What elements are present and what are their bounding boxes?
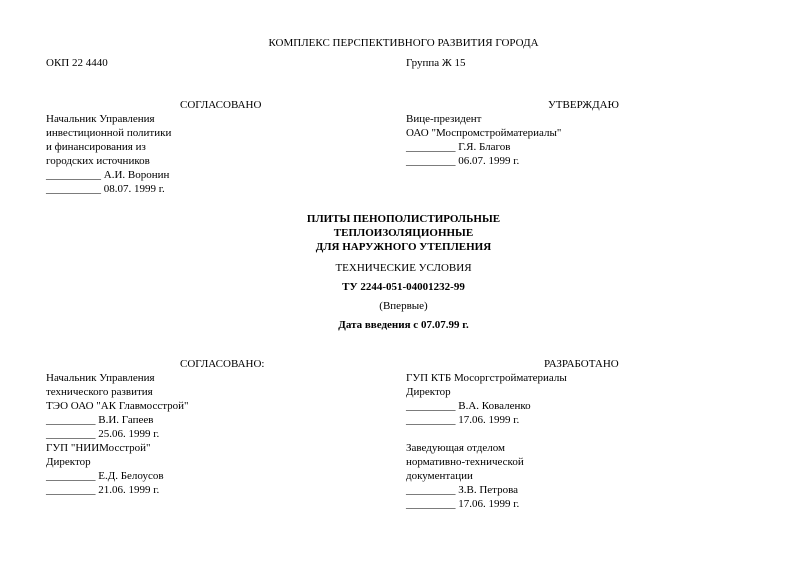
approval-line: ТЭО ОАО "АК Главмосстрой" bbox=[46, 400, 189, 412]
okp-code: ОКП 22 4440 bbox=[46, 57, 108, 69]
approval-bottom-left-block bbox=[46, 371, 189, 497]
approval-bottom-left-heading: СОГЛАСОВАНО: bbox=[180, 358, 265, 370]
first-issue-note: (Впервые) bbox=[379, 300, 428, 312]
approval-top-right-heading: УТВЕРЖДАЮ bbox=[548, 99, 619, 111]
signature-line: _________ Г.Я. Благов bbox=[406, 141, 511, 153]
blank-line bbox=[406, 427, 567, 441]
approval-line: Начальник Управления bbox=[46, 113, 155, 125]
effective-date: Дата введения с 07.07.99 г. bbox=[338, 319, 469, 331]
approval-line: ГУП "НИИМосстрой" bbox=[46, 442, 151, 454]
approval-line: Директор bbox=[46, 456, 91, 468]
document-title-block bbox=[0, 212, 807, 254]
document-title-line: ПЛИТЫ ПЕНОПОЛИСТИРОЛЬНЫЕ bbox=[306, 213, 501, 225]
approval-top-left-heading: СОГЛАСОВАНО bbox=[180, 99, 262, 111]
approval-line: инвестиционной политики bbox=[46, 127, 172, 139]
date-line: _________ 25.06. 1999 г. bbox=[46, 428, 160, 440]
approval-line: городских источников bbox=[46, 155, 150, 167]
approval-line: Начальник Управления bbox=[46, 372, 155, 384]
approval-line: и финансирования из bbox=[46, 141, 146, 153]
signature-line: _________ З.В. Петрова bbox=[406, 484, 519, 496]
date-line: _________ 06.07. 1999 г. bbox=[406, 155, 520, 167]
signature-line: _________ Е.Д. Белоусов bbox=[46, 470, 164, 482]
developed-block bbox=[406, 371, 567, 511]
document-title-line: ТЕПЛОИЗОЛЯЦИОННЫЕ bbox=[333, 227, 474, 239]
page-header-title: КОМПЛЕКС ПЕРСПЕКТИВНОГО РАЗВИТИЯ ГОРОДА bbox=[268, 37, 539, 49]
document-code: ТУ 2244-051-04001232-99 bbox=[342, 281, 465, 293]
approval-top-right-block bbox=[406, 112, 561, 168]
document-title-line: ДЛЯ НАРУЖНОГО УТЕПЛЕНИЯ bbox=[315, 241, 492, 253]
date-line: _________ 21.06. 1999 г. bbox=[46, 484, 160, 496]
developer-line: нормативно-технической bbox=[406, 456, 524, 468]
group-code: Группа Ж 15 bbox=[406, 57, 466, 69]
date-line: _________ 17.06. 1999 г. bbox=[406, 498, 520, 510]
approval-line: технического развития bbox=[46, 386, 153, 398]
developer-line: документации bbox=[406, 470, 473, 482]
signature-line: _________ В.А. Коваленко bbox=[406, 400, 531, 412]
developed-heading: РАЗРАБОТАНО bbox=[544, 358, 619, 370]
signature-line: _________ В.И. Гапеев bbox=[46, 414, 154, 426]
developer-line: Заведующая отделом bbox=[406, 442, 505, 454]
date-line: __________ 08.07. 1999 г. bbox=[46, 183, 165, 195]
developer-line: ГУП КТБ Мосоргстройматериалы bbox=[406, 372, 567, 384]
document-subtitle: ТЕХНИЧЕСКИЕ УСЛОВИЯ bbox=[335, 262, 472, 274]
developer-line: Директор bbox=[406, 386, 451, 398]
signature-line: __________ А.И. Воронин bbox=[46, 169, 170, 181]
approval-top-left-block bbox=[46, 112, 171, 196]
approval-line: ОАО "Моспромстройматериалы" bbox=[406, 127, 562, 139]
approval-line: Вице-президент bbox=[406, 113, 482, 125]
date-line: _________ 17.06. 1999 г. bbox=[406, 414, 520, 426]
